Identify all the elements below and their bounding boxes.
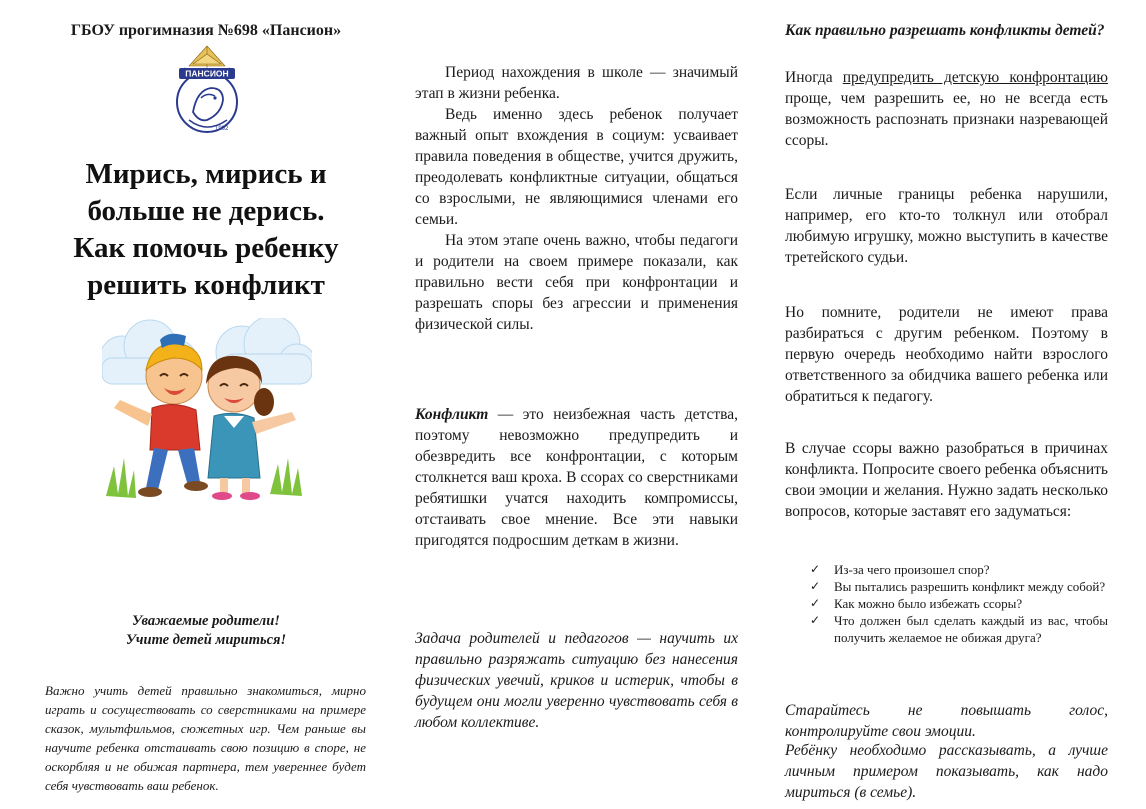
paragraph: Иногда предупредить детскую конфронтацию проще, чем разрешить ее, но не всегда есть возможность распознать признаки назревающей ссоры.	[785, 69, 1108, 149]
title-line: Мирись, мирись и	[85, 158, 327, 190]
paragraph: Период нахождения в школе — значимый этап в жизни ребенка.	[415, 64, 738, 102]
conflict-text: — это неизбежная часть детства, поэтому невозможно предупредить и обезвредить все конфронтации, с которым столкнется ваш кроха. В ссорах со сверстниками ребятишки учатся находить компромиссы, отстаивать свое мнение. Все эти навыки пригодятся подросшим деткам в жизни.	[415, 406, 738, 549]
paragraph: Если личные границы ребенка нарушили, например, его кто-то толкнул или отобрал любимую игрушку, можно выступить в качестве третейского судьи.	[785, 186, 1108, 266]
check-icon: ✓	[810, 579, 821, 593]
appeal-line: Учите детей мириться!	[125, 632, 287, 648]
check-icon: ✓	[810, 613, 821, 627]
title-line: Как помочь ребенку	[73, 232, 339, 264]
paragraph: Старайтесь не повышать голос, контролируйте свои эмоции.	[785, 702, 1108, 740]
paragraph: В случае ссоры важно разобраться в причинах конфликта. Попросите своего ребенка объяснить свои эмоции и желания. Нужно задать несколько вопросов, которые заставят его задуматься:	[785, 440, 1108, 520]
left-panel	[40, 0, 372, 809]
underlined-phrase: предупредить детскую конфронтацию	[842, 69, 1108, 86]
check-icon: ✓	[810, 562, 821, 576]
paragraph: Но помните, родители не имеют права разбираться с другим ребенком. Поэтому в первую очередь необходимо найти взрослого ответственного за обидчика вашего ребенка или обратиться к педагогу.	[785, 304, 1108, 405]
children-illustration	[102, 318, 312, 508]
section-heading: Как правильно разрешать конфликты детей?	[785, 22, 1105, 39]
school-name: ГБОУ прогимназия №698 «Пансион»	[70, 22, 342, 39]
task-paragraph: Задача родителей и педагогов — научить их правильно разряжать ситуацию без нанесения физических увечий, криков и истерик, чтобы в будущем они могли уверенно чувствовать себя в любом коллективе.	[415, 630, 738, 731]
paragraph: На этом этапе очень важно, чтобы педагоги и родители на своем примере показали, как правильно вести себя при конфронтации и разрешать споры без агрессии и применения физической силы.	[415, 232, 738, 333]
title-line: больше не дерись.	[87, 195, 325, 227]
right-panel	[785, 0, 1108, 809]
appeal-line: Уважаемые родители!	[132, 613, 280, 629]
svg-text:1992: 1992	[215, 126, 229, 132]
title-line: решить конфликт	[87, 269, 325, 301]
school-period-section	[415, 62, 738, 335]
list-item: ✓ Как можно было избежать ссоры?	[810, 596, 1023, 611]
intro-paragraph: Важно учить детей правильно знакомиться, мирно играть и сосуществовать со сверстниками на примере сказок, мультфильмов, сюжетных игр. Чем раньше вы научите ребенка отстаивать свою позицию в споре, не оскорбляя и не обижая партнера, тем увереннее будет себя чувствовать ваш ребенок.	[45, 683, 366, 793]
questions-list	[810, 561, 1108, 646]
check-icon: ✓	[810, 596, 821, 610]
svg-text:ПАНСИОН: ПАНСИОН	[185, 68, 229, 79]
school-logo	[171, 42, 243, 136]
list-item: ✓ Что должен был сделать каждый из вас, чтобы получить желаемое не обижая друга?	[810, 613, 1108, 645]
paragraph: Ведь именно здесь ребенок получает важный опыт вхождения в социум: усваивает правила поведения в обществе, учится дружить, преодолевать конфликтные ситуации, общаться со взрослыми, не являющимися членами его семьи.	[415, 106, 738, 228]
conflict-term: Конфликт	[415, 406, 489, 423]
conflict-definition	[415, 404, 738, 551]
paragraph: Ребёнку необходимо рассказывать, а лучше личным примером показывать, как надо мириться (в семье).	[785, 742, 1108, 801]
parents-appeal	[40, 612, 372, 650]
middle-panel	[415, 0, 738, 809]
brochure-title	[40, 156, 372, 304]
list-item: ✓ Из-за чего произошел спор?	[810, 562, 990, 577]
list-item: ✓ Вы пытались разрешить конфликт между собой?	[810, 579, 1106, 594]
